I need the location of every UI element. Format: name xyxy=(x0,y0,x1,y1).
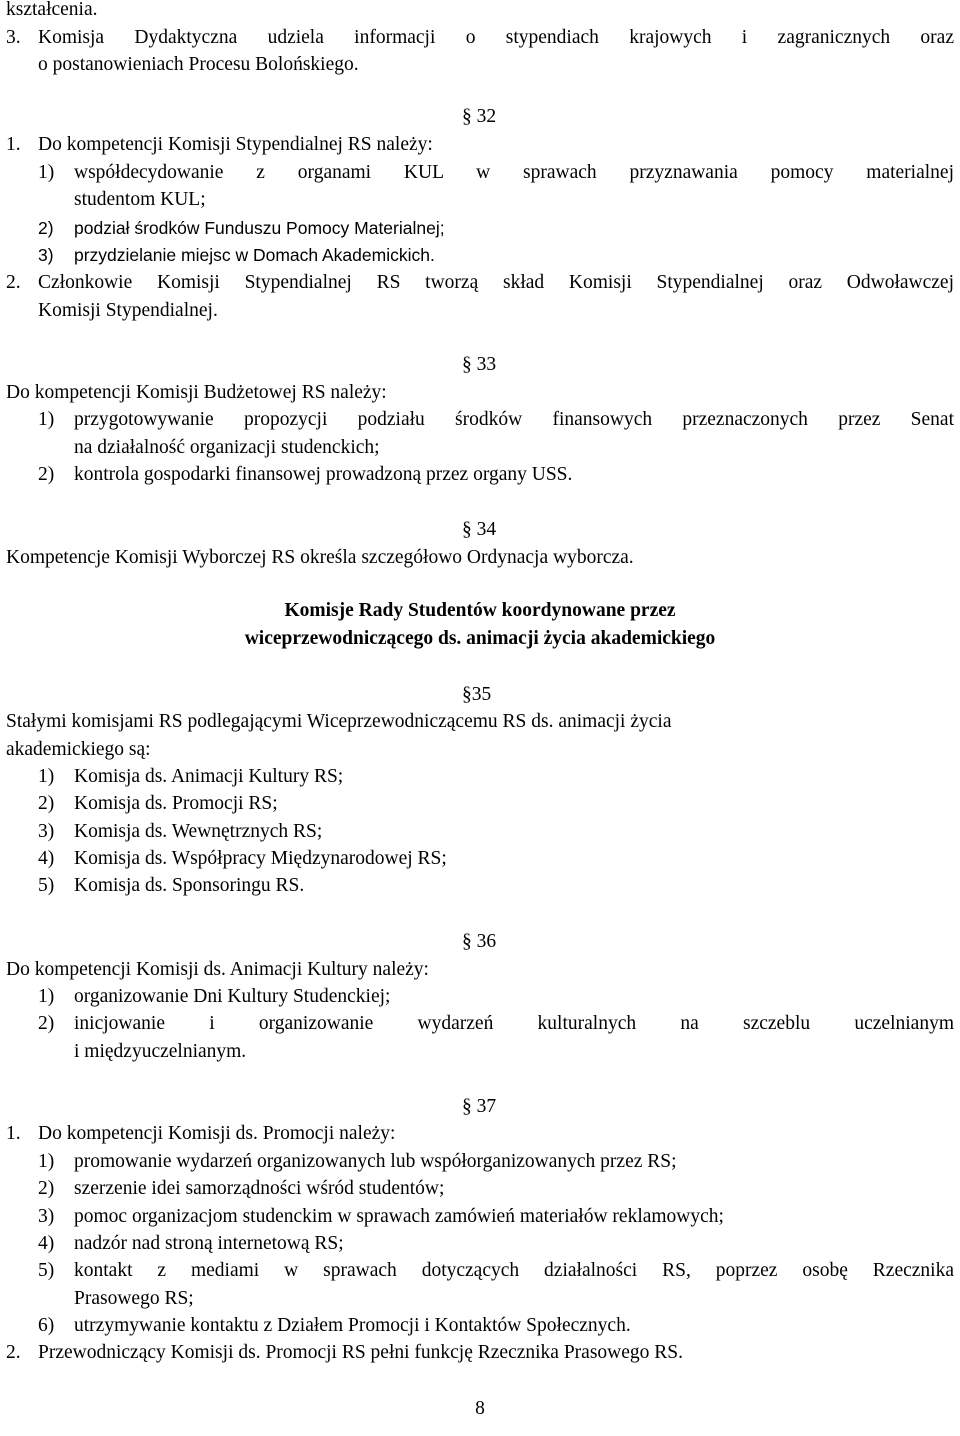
item-number: 1) xyxy=(38,766,55,787)
list-item: promowanie wydarzeń organizowanych lub współorganizowanych przez RS; xyxy=(74,1151,677,1172)
section-heading: wiceprzewodniczącego ds. animacji życia akademickiego xyxy=(244,628,716,649)
text-line: Do kompetencji Komisji Budżetowej RS należy: xyxy=(6,382,387,403)
list-item: Komisja ds. Promocji RS; xyxy=(74,793,278,814)
text-line: Do kompetencji Komisji ds. Promocji należy: xyxy=(38,1123,396,1144)
item-number: 6) xyxy=(38,1315,55,1336)
text-line: studentom KUL; xyxy=(74,189,206,210)
item-number: 2) xyxy=(38,218,54,238)
item-number: 3) xyxy=(38,1206,55,1227)
text-line: i międzyuczelnianym. xyxy=(74,1041,247,1062)
item-number: 2) xyxy=(38,464,55,485)
text-line: Do kompetencji Komisji Stypendialnej RS należy: xyxy=(38,134,433,155)
list-item: Komisja ds. Wewnętrznych RS; xyxy=(74,821,323,842)
item-number: 1) xyxy=(38,1151,55,1172)
list-item: Komisja ds. Animacji Kultury RS; xyxy=(74,766,344,787)
item-number: 4) xyxy=(38,1233,55,1254)
text-line: Komisja Dydaktyczna udziela informacji o stypendiach krajowych i zagranicznych oraz xyxy=(38,27,954,48)
text-line: Komisji Stypendialnej. xyxy=(38,300,218,321)
list-item: Komisja ds. Sponsoringu RS. xyxy=(74,875,305,896)
section-mark-37: § 37 xyxy=(462,1096,497,1117)
text-line: akademickiego są: xyxy=(6,739,151,760)
item-number: 3. xyxy=(6,27,21,48)
text-line: Kompetencje Komisji Wyborczej RS określa szczegółowo Ordynacja wyborcza. xyxy=(6,547,634,568)
text-line: kształcenia. xyxy=(6,0,98,20)
item-number: 2) xyxy=(38,793,55,814)
text-line: przydzielanie miejsc w Domach Akademickich. xyxy=(74,245,435,265)
item-number: 2. xyxy=(6,272,21,293)
item-number: 2. xyxy=(6,1342,21,1363)
item-number: 1) xyxy=(38,162,55,183)
item-number: 4) xyxy=(38,848,55,869)
text-line: o postanowieniach Procesu Bolońskiego. xyxy=(38,54,359,75)
list-item: pomoc organizacjom studenckim w sprawach zamówień materiałów reklamowych; xyxy=(74,1206,724,1227)
section-heading: Komisje Rady Studentów koordynowane przez xyxy=(284,600,676,621)
section-mark-32: § 32 xyxy=(462,106,497,127)
item-number: 5) xyxy=(38,875,55,896)
text-line: Stałymi komisjami RS podlegającymi Wiceprzewodniczącemu RS ds. animacji życia xyxy=(6,711,672,732)
text-line: Do kompetencji Komisji ds. Animacji Kultury należy: xyxy=(6,959,429,980)
section-mark-33: § 33 xyxy=(462,354,497,375)
item-number: 1. xyxy=(6,1123,21,1144)
list-item: nadzór nad stroną internetową RS; xyxy=(74,1233,344,1254)
list-item: Komisja ds. Współpracy Międzynarodowej RS; xyxy=(74,848,447,869)
text-line: Prasowego RS; xyxy=(74,1288,194,1309)
item-number: 1) xyxy=(38,986,55,1007)
section-mark-36: § 36 xyxy=(462,931,497,952)
item-number: 1. xyxy=(6,134,21,155)
text-line: Członkowie Komisji Stypendialnej RS tworzą skład Komisji Stypendialnej oraz Odwoławczej xyxy=(38,272,954,293)
item-number: 2) xyxy=(38,1013,55,1034)
list-item: szerzenie idei samorządności wśród studentów; xyxy=(74,1178,445,1199)
text-line: Przewodniczący Komisji ds. Promocji RS pełni funkcję Rzecznika Prasowego RS. xyxy=(38,1342,684,1363)
item-number: 5) xyxy=(38,1260,55,1281)
text-line: inicjowanie i organizowanie wydarzeń kulturalnych na szczeblu uczelnianym xyxy=(74,1013,954,1034)
text-line: współdecydowanie z organami KUL w sprawach przyznawania pomocy materialnej xyxy=(74,162,954,183)
text-line: utrzymywanie kontaktu z Działem Promocji i Kontaktów Społecznych. xyxy=(74,1315,631,1336)
section-mark-35: §35 xyxy=(462,684,492,705)
section-mark-34: § 34 xyxy=(462,519,497,540)
text-line: na działalność organizacji studenckich; xyxy=(74,437,380,458)
item-number: 3) xyxy=(38,245,54,265)
item-number: 2) xyxy=(38,1178,55,1199)
item-number: 1) xyxy=(38,409,55,430)
item-number: 3) xyxy=(38,821,55,842)
page-number: 8 xyxy=(475,1398,485,1419)
text-line: organizowanie Dni Kultury Studenckiej; xyxy=(74,986,391,1007)
text-line: kontakt z mediami w sprawach dotyczących działalności RS, poprzez osobę Rzecznika xyxy=(74,1260,954,1281)
text-line: podział środków Funduszu Pomocy Materialnej; xyxy=(74,218,445,238)
text-line: kontrola gospodarki finansowej prowadzoną przez organy USS. xyxy=(74,464,573,485)
text-line: przygotowywanie propozycji podziału środków finansowych przeznaczonych przez Senat xyxy=(74,409,954,430)
